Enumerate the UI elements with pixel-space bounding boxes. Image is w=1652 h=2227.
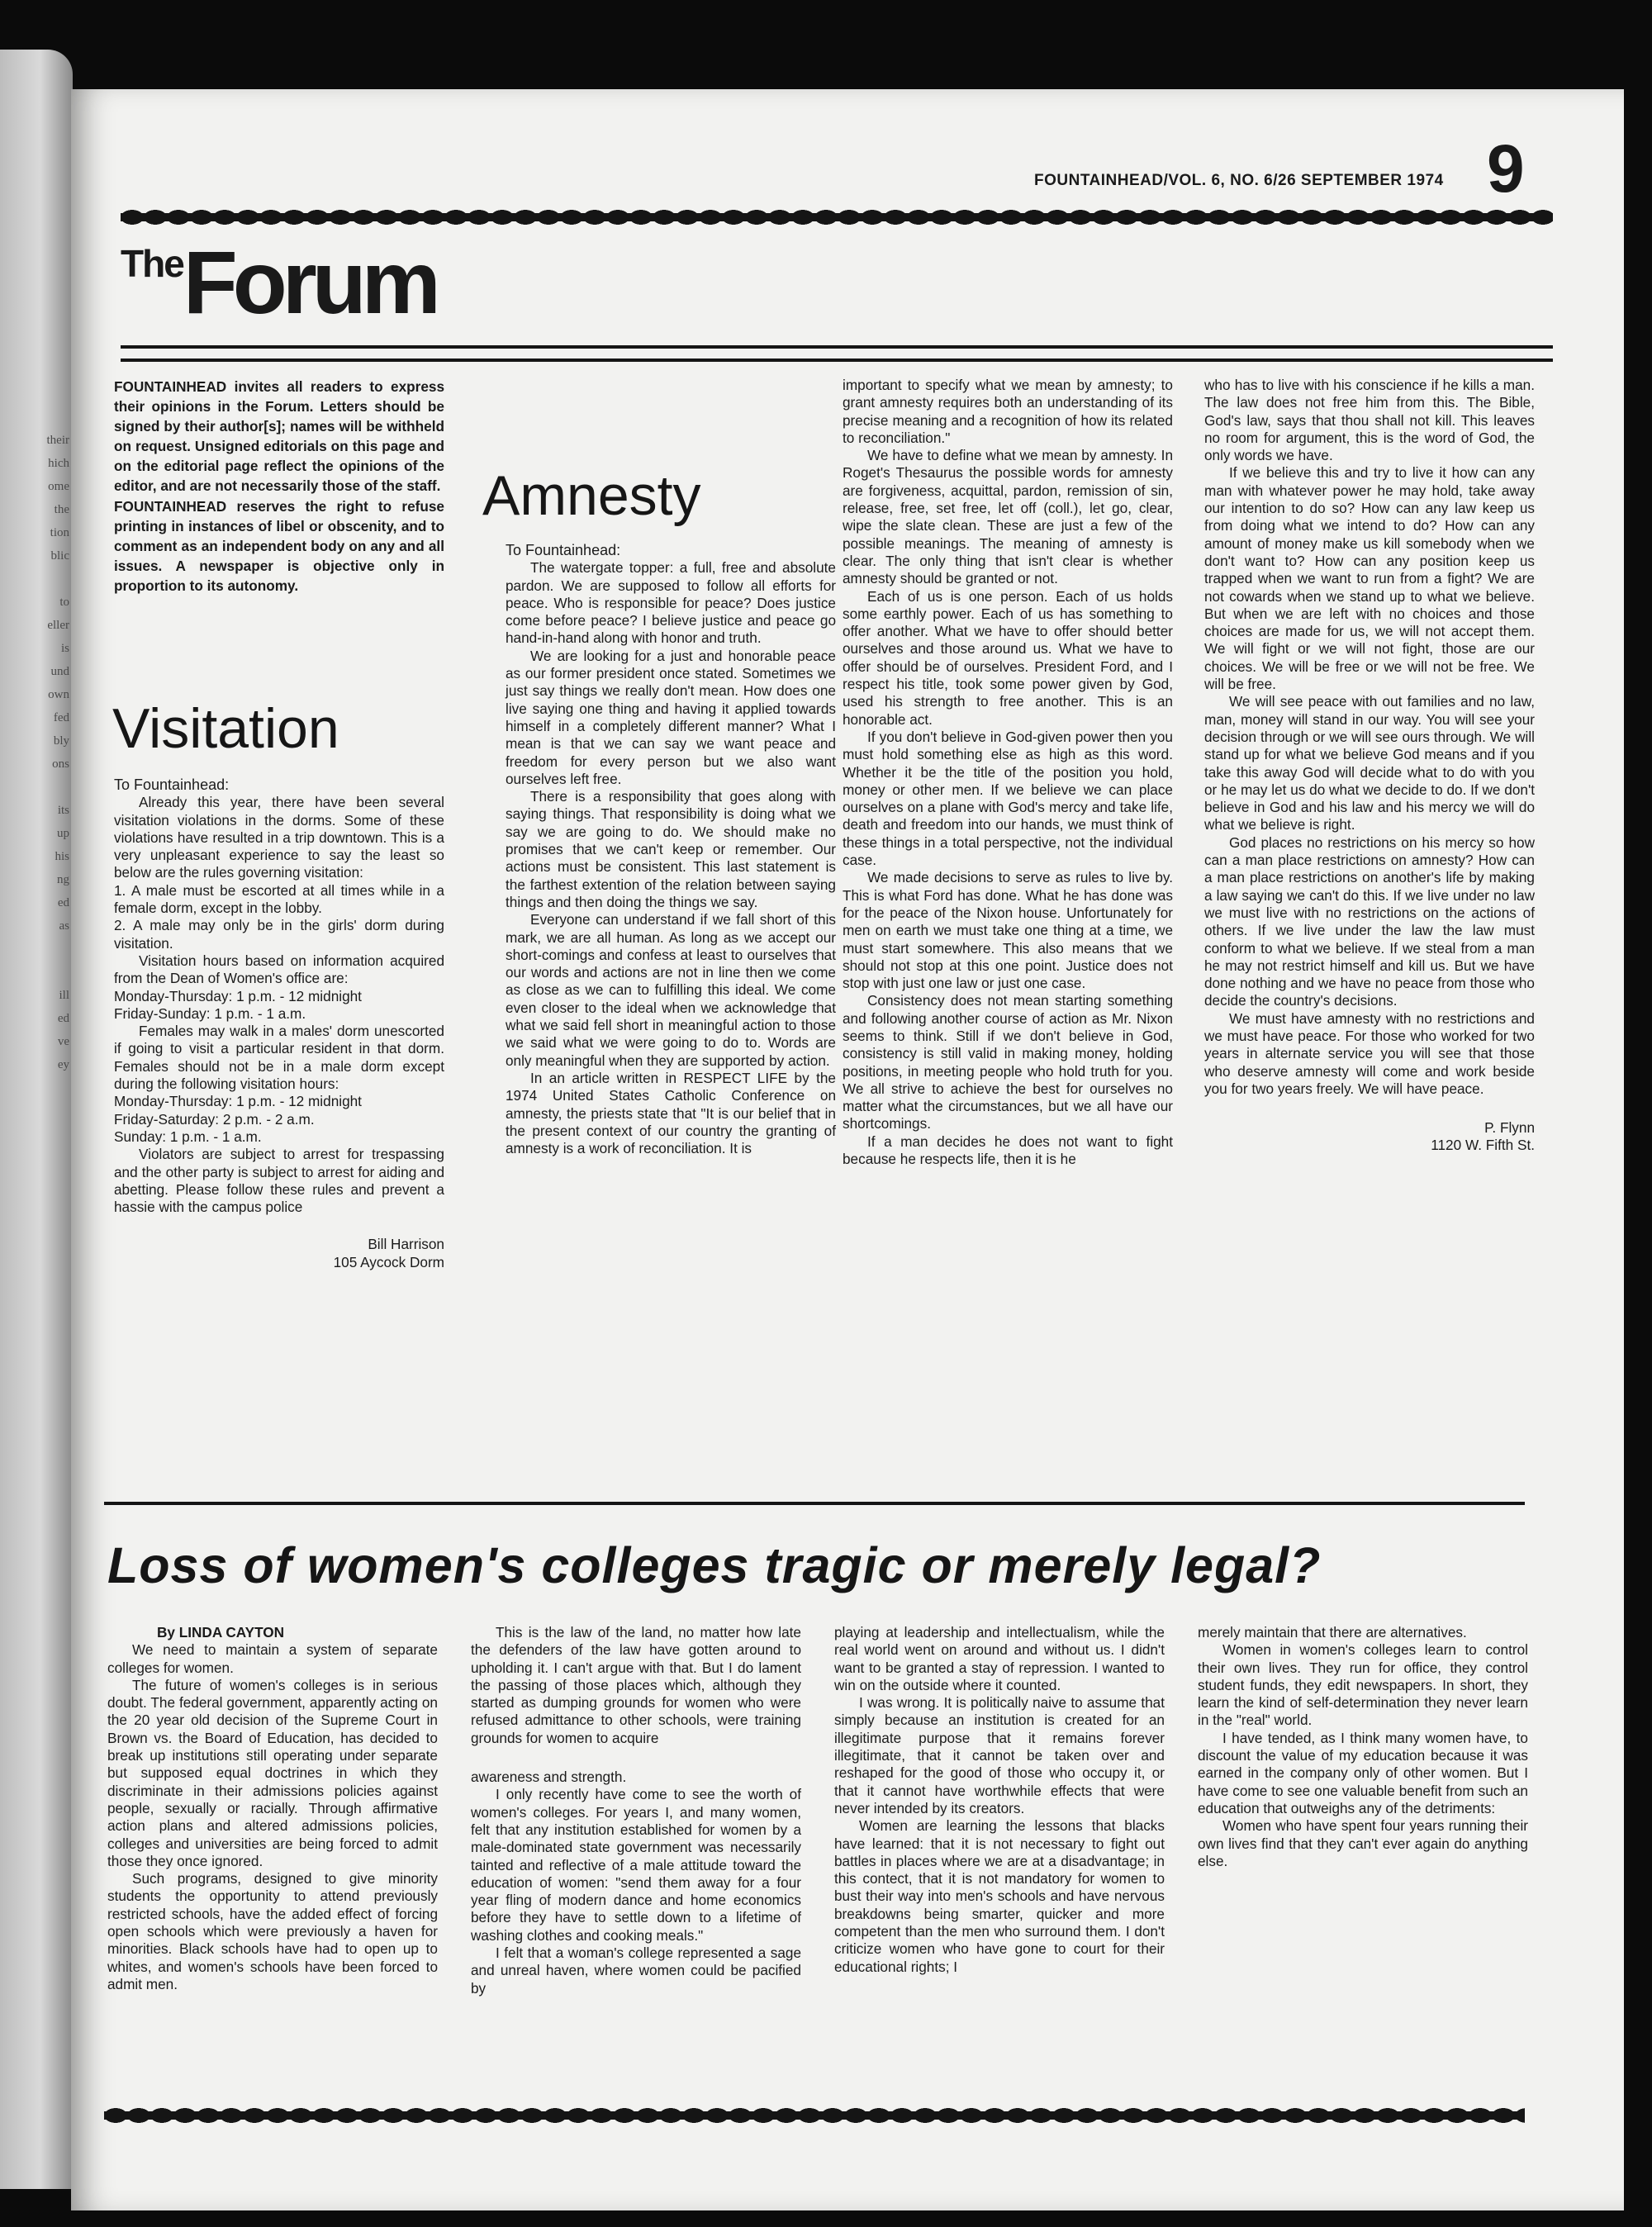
letter-paragraph: Each of us is one person. Each of us holds some earthly power. Each of us has something to offer another. What we have to offer should better ourselves and those around us. What we have to offer should be of ourselves. President Ford, and I respect his title, took some power given by God, used his strength to free another. This is an honorable act.	[843, 587, 1173, 728]
previous-page-fragment: the	[54, 503, 69, 516]
previous-page-fragment: own	[48, 688, 69, 701]
hours-line: Friday-Saturday: 2 p.m. - 2 a.m.	[114, 1110, 315, 1128]
forum-policy	[114, 377, 444, 596]
story-paragraph: playing at leadership and intellectualism, while the real world went on around and without us. I didn't want to be granted a stay of repression. I wanted to win on the outside where it counted.	[834, 1624, 1165, 1693]
letter-paragraph: We must have amnesty with no restrictions and we must have peace. For those who worked for two years in alternate service you will see that those who deserve amnesty will come and work beside you for two years freely. We will have peace.	[1204, 1009, 1535, 1097]
previous-page-fragment: up	[57, 827, 69, 840]
story-paragraph: I have tended, as I think many women have, to discount the value of my education because it was earned in the company only of other women. But I have come to see one valuable benefit from such an education that outweighs any of the detriments:	[1198, 1729, 1528, 1816]
section-divider-rule	[104, 1502, 1525, 1505]
letter-paragraph: We made decisions to serve as rules to live by. This is what Ford has done. What he has done was for the peace of the Nixon house. Unfortunately for men on earth we must take one thing at a time, we must start somewhere. This also means that we should not stop at this one point. Justice does not stop with just one law or just one case.	[843, 869, 1173, 992]
letter-paragraph: We will see peace with out families and no law, man, money will stand in our way. You will see your decision through or we will see ours through. We will stand up for what we believe God means and if you take this away God will decide what to do with you or he may let us do what we decide to do. If we don't believe in God and his law and his mercy we will do what we believe is right.	[1204, 693, 1535, 833]
previous-page-fragment: ng	[57, 873, 69, 886]
previous-page-fragment: hich	[48, 457, 69, 470]
letter-address: 105 Aycock Dorm	[333, 1253, 444, 1270]
story-column-3	[834, 1624, 1165, 1976]
previous-page-fragment: fed	[53, 711, 69, 724]
visitation-letter	[114, 776, 444, 1271]
story-paragraph: I was wrong. It is politically naive to assume that simply because an institution is created for an illegitimate purpose that it remains forever illegitimate, that it cannot be taken over and reshaped for the good of those who occupy it, or that it cannot have worthwhile effects that were never intended by its creators.	[834, 1694, 1165, 1816]
story-paragraph: awareness and strength.	[471, 1769, 627, 1786]
letter-signer: Bill Harrison	[368, 1236, 444, 1253]
letter-paragraph: Females may walk in a males' dorm unescorted if going to visit a particular resident in that dorm. Females should not be in a male dorm except during the following visitation hours:	[114, 1023, 444, 1093]
hours-line: Sunday: 1 p.m. - 1 a.m.	[114, 1128, 262, 1145]
letter-paragraph: Consistency does not mean starting something and following another course of action as Mr. Nixon seems to think. Still if we don't believe in God, consistency is still valid in making money, holding positions, in meeting people who hold truth for you. We all strive to achieve the best for ourselves no matter what the circumstances, but we all have our shortcomings.	[843, 992, 1173, 1132]
letter-salutation: To Fountainhead:	[114, 776, 230, 793]
previous-page-fragment: ons	[52, 757, 69, 771]
top-wavy-rule	[121, 208, 1553, 226]
letter-paragraph: who has to live with his conscience if he kills a man. The law does not free him from this. The Bible, God's law, says that thou shall not kill. This leaves no room for argument, this is the word of God, the only words we have.	[1204, 377, 1535, 464]
previous-page-fragment: tion	[50, 526, 69, 539]
letter-signer: P. Flynn	[1484, 1119, 1535, 1137]
section-masthead	[121, 232, 436, 337]
letter-paragraph: In an article written in RESPECT LIFE by the 1974 United States Catholic Conference on amnesty, the priests state that "It is our belief that in the present context of our country the granting of amnesty is a work of reconciliation. It is	[506, 1069, 836, 1157]
previous-page-fragment: is	[60, 642, 69, 655]
story-column-1	[107, 1624, 438, 1993]
previous-page-fragment: ome	[48, 480, 69, 493]
letter-paragraph: If we believe this and try to live it how can any man with whatever power he may hold, take away our intention to do so? How can any law keep us from doing what we intend to do? How can any amount of money make us kill somebody when we don't want to? How can any position keep us trapped when we want to run from a fight? We are not cowards when we stand up to what we believe. But when we are left with no choices and those choices are made for us, we will not accept them. We will fight or we will not fight, those are our choices. We will be free or we will not be free. We will be free.	[1204, 464, 1535, 693]
previous-page-fragment: ve	[57, 1035, 69, 1048]
story-paragraph: We need to maintain a system of separate colleges for women.	[107, 1641, 438, 1676]
previous-page-fragment: their	[46, 434, 69, 447]
story-paragraph: Women who have spent four years running their own lives find that they can't ever again do anything else.	[1198, 1817, 1528, 1869]
visitation-headline: Visitation	[112, 697, 339, 760]
letter-paragraph: If a man decides he does not want to fight because he respects life, then it is he	[843, 1132, 1173, 1168]
amnesty-column-1	[506, 542, 836, 1157]
previous-page-fragment: ed	[57, 1012, 69, 1025]
hours-line: Friday-Sunday: 1 p.m. - 1 a.m.	[114, 1004, 306, 1022]
letter-paragraph: Visitation hours based on information acquired from the Dean of Women's office are:	[114, 952, 444, 987]
letter-paragraph: Everyone can understand if we fall short of this mark, we are all human. As long as we accept our short-comings and confess at least to ourselves that our words and actions are not in line then we come as close as we can to fulfilling this ideal. We come even closer to the ideal when we acknowledge that what we said fell short in meaningful action to those we said what we were going to do to. Words are only meaningful when they are supported by action.	[506, 911, 836, 1069]
letter-paragraph: We have to define what we mean by amnesty. In Roget's Thesaurus the possible words for amnesty are forgiveness, acquittal, pardon, remission of sin, release, free, set free, let off (coll.), let go, clear, wipe the slate clean. These are just a few of the possible meanings. The meaning of amnesty is clear. The only thing that isn't clear is whether amnesty should be granted or not.	[843, 447, 1173, 587]
folio: FOUNTAINHEAD/VOL. 6, NO. 6/26 SEPTEMBER 1974	[1034, 172, 1444, 189]
previous-page-edge	[0, 50, 73, 2189]
letter-salutation: To Fountainhead:	[506, 542, 621, 558]
story-paragraph: The future of women's colleges is in serious doubt. The federal government, apparently acting on the 20 year old decision of the Supreme Court in Brown vs. the Board of Education, has decided to break up institutions still operating under separate but supposed equal doctrines in which they discriminate in their admissions policies against people, sexually or racially. Through affirmative action plans and altered admissions policies, colleges and universities are being forced to admit those they once ignored.	[107, 1676, 438, 1869]
masthead-the: The	[121, 242, 183, 285]
policy-paragraph: FOUNTAINHEAD reserves the right to refuse printing in instances of libel or obscenity, and to comment as an independent body on any and all issues. A newspaper is objective only in proportion to its autonomy.	[114, 497, 444, 594]
rule-item: 2. A male may only be in the girls' dorm during visitation.	[114, 917, 444, 952]
newspaper-page	[71, 89, 1624, 2210]
previous-page-fragment: und	[50, 665, 69, 678]
story-paragraph: Women in women's colleges learn to control their own lives. They run for office, they control student funds, they edit newspapers. In short, they learn the kind of self-determination they never learn in the "real" world.	[1198, 1641, 1528, 1729]
letter-paragraph: There is a responsibility that goes along with saying things. That responsibility is doing what we say we are going to do. We should make no promises that we can't keep or remember. Our actions must be consistent. This last statement is the farthest extention of the relation between saying things and then doing the things we say.	[506, 788, 836, 910]
rule-item: 1. A male must be escorted at all times while in a female dorm, except in the lobby.	[114, 881, 444, 917]
story-paragraph: This is the law of the land, no matter how late the defenders of the law have gotten around to upholding it. I can't argue with that. But I do lament the passing of those places which, although they started as dumping grounds for women who were refused admittance to other schools, were training grounds for women to acquire	[471, 1624, 801, 1746]
story-paragraph: Women are learning the lessons that blacks have learned: that it is not necessary to fight out battles in places where we are at a disadvantage; in this contect, that it is not mandatory for women to bust their way into men's schools and have nervous breakdowns being smarter, quicker and more competent than the men who surround them. I don't criticize women who have gone to court for their educational rights; I	[834, 1817, 1165, 1975]
previous-page-fragment: ed	[57, 896, 69, 909]
previous-page-fragment: ill	[59, 989, 69, 1002]
amnesty-column-2	[843, 377, 1173, 1168]
masthead-double-rule	[121, 345, 1553, 362]
previous-page-fragment: his	[55, 850, 69, 863]
story-headline: Loss of women's colleges tragic or merely legal?	[107, 1537, 1322, 1593]
story-column-2	[471, 1624, 801, 1997]
bottom-wavy-rule	[104, 2106, 1525, 2125]
story-paragraph: I felt that a woman's college represented a sage and unreal haven, where women could be pacified by	[471, 1944, 801, 1997]
previous-page-fragment: as	[59, 919, 69, 933]
previous-page-fragment: bly	[53, 734, 69, 748]
policy-paragraph: FOUNTAINHEAD invites all readers to express their opinions in the Forum. Letters should be signed by their author[s]; names will be withheld on request. Unsigned editorials on this page and on the editorial page reflect the opinions of the editor, and are not necessarily those of the staff.	[114, 378, 444, 495]
letter-paragraph: The watergate topper: a full, free and absolute pardon. We are supposed to follow all efforts for peace. Who is responsible for peace? Does justice come before peace? I believe justice and peace go hand-in-hand along with honor and truth.	[506, 559, 836, 647]
amnesty-column-3	[1204, 377, 1535, 1155]
letter-paragraph: God places no restrictions on his mercy so how can a man place restrictions on amnesty? How can a man place restrictions on another's life by making a law saying we can't do this. If we live under no law we must live with no restrictions on the actions of others. If we live under the law the law must conform to what we believe. If we steal from a man he may not restrict himself and kill us. But we have done nothing and we have no peace from those who decide the country's decisions.	[1204, 833, 1535, 1009]
story-paragraph: Such programs, designed to give minority students the opportunity to attend previously restricted schools, have the added effect of forcing open schools which were previously a haven for minorities. Black schools have had to open up to whites, and women's schools have been forced to admit men.	[107, 1870, 438, 1992]
letter-paragraph: We are looking for a just and honorable peace as our former president once stated. Sometimes we just say things we really don't mean. How does one live saying one thing and having it applied towards himself in a completely different manner? What I mean is that we can say we want peace and freedom for every person but we also want ourselves left free.	[506, 647, 836, 787]
story-byline: By LINDA CAYTON	[157, 1624, 285, 1641]
masthead-title: Forum	[183, 232, 436, 332]
hours-line: Monday-Thursday: 1 p.m. - 12 midnight	[114, 1093, 362, 1110]
letter-address: 1120 W. Fifth St.	[1431, 1137, 1535, 1154]
page-number: 9	[1487, 131, 1525, 207]
hours-line: Monday-Thursday: 1 p.m. - 12 midnight	[114, 987, 362, 1004]
letter-paragraph: Violators are subject to arrest for trespassing and the other party is subject to arrest for aiding and abetting. Please follow these rules and prevent a hassie with the campus police	[114, 1146, 444, 1216]
previous-page-fragment: blic	[50, 549, 69, 563]
amnesty-headline: Amnesty	[482, 464, 701, 527]
previous-page-fragment: to	[59, 596, 69, 609]
story-paragraph: merely maintain that there are alternatives.	[1198, 1624, 1467, 1641]
story-column-4	[1198, 1624, 1528, 1870]
letter-paragraph: Already this year, there have been several visitation violations in the dorms. Some of these violations have resulted in a trip downtown. This is a very unpleasant experience to say the least so below are the rules governing visitation:	[114, 794, 444, 881]
story-paragraph: I only recently have come to see the worth of women's colleges. For years I, and many women, felt that any institution established for women by a male-dominated state government was necessarily tainted and reflective of a male attitude toward the education of women: "send them away for a four year fling of modern dance and home economics before they have to settle down to a lifetime of washing clothes and cooking meals."	[471, 1786, 801, 1944]
previous-page-fragment: eller	[47, 619, 69, 632]
previous-page-fragment: its	[57, 804, 69, 817]
previous-page-fragment: ey	[57, 1058, 69, 1071]
letter-paragraph: important to specify what we mean by amnesty; to grant amnesty requires both an understanding of its precise meaning and a recognition of how its related to reconciliation."	[843, 377, 1173, 446]
letter-paragraph: If you don't believe in God-given power then you must hold something else as high as this word. Whether it be the title of the position you hold, money or other men. If we believe we can place ourselves on a plane with God's mercy and take life, death and freedom into our hands, we must think of these things in a total perspective, not the individual case.	[843, 728, 1173, 869]
